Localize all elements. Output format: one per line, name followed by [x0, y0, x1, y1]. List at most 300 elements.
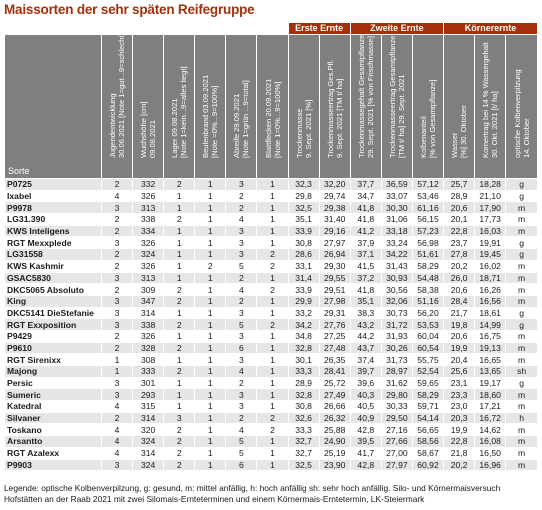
- table-cell: 18,60: [475, 389, 506, 401]
- table-row: [5, 237, 538, 249]
- variety-name: DKC5065 Absoluto: [5, 284, 102, 296]
- table-cell: 2: [226, 190, 257, 202]
- column-header-line: 9. Sept. 2021 [TM t/ ha]: [334, 78, 344, 158]
- table-cell: 33,1: [288, 260, 319, 272]
- table-cell: 53,53: [412, 319, 443, 331]
- table-cell: 314: [133, 307, 164, 319]
- table-cell: 30,8: [288, 401, 319, 413]
- table-cell: 22,8: [444, 436, 475, 448]
- table-cell: 6: [226, 459, 257, 471]
- table-cell: 23,90: [319, 459, 350, 471]
- column-header-row: [5, 35, 538, 179]
- variety-name: RGT Exxposition: [5, 319, 102, 331]
- table-cell: 2: [101, 342, 132, 354]
- column-header-line: Wasser: [450, 132, 460, 158]
- table-cell: 1: [195, 389, 226, 401]
- table-row: [5, 214, 538, 226]
- variety-name: KWS Kashmir: [5, 260, 102, 272]
- table-cell: 32,7: [288, 436, 319, 448]
- table-cell: 40,3: [350, 389, 381, 401]
- table-cell: 1: [195, 447, 226, 459]
- table-cell: 1: [164, 330, 195, 342]
- table-row: [5, 202, 538, 214]
- table-cell: 3: [226, 237, 257, 249]
- table-cell: 33,3: [288, 366, 319, 378]
- table-cell: 27,97: [319, 237, 350, 249]
- table-cell: 3: [226, 225, 257, 237]
- table-cell: g: [506, 377, 538, 389]
- table-cell: 4: [226, 424, 257, 436]
- column-header-label: [202, 18, 219, 158]
- table-cell: 32,20: [319, 179, 350, 191]
- table-cell: 313: [133, 272, 164, 284]
- variety-name: GSAC5830: [5, 272, 102, 284]
- table-cell: 2: [226, 412, 257, 424]
- variety-name: P9903: [5, 459, 102, 471]
- table-cell: 3: [226, 389, 257, 401]
- table-cell: 59,65: [412, 377, 443, 389]
- column-header-line: 09.08.2021: [147, 119, 157, 158]
- table-cell: 5: [226, 260, 257, 272]
- table-cell: 57,12: [412, 179, 443, 191]
- table-cell: 3: [226, 307, 257, 319]
- table-cell: 27,97: [381, 459, 412, 471]
- table-cell: 1: [257, 202, 288, 214]
- table-cell: 23,1: [444, 377, 475, 389]
- table-cell: 41,2: [350, 225, 381, 237]
- table-cell: 4: [226, 214, 257, 226]
- table-cell: 2: [101, 284, 132, 296]
- table-cell: 27,48: [319, 342, 350, 354]
- table-cell: 21,10: [475, 190, 506, 202]
- table-cell: 54,14: [412, 412, 443, 424]
- table-cell: 60,92: [412, 459, 443, 471]
- table-cell: 28,41: [319, 366, 350, 378]
- group-koernerernte: Körnerernte: [444, 23, 538, 35]
- table-cell: 3: [101, 307, 132, 319]
- table-cell: 1: [164, 237, 195, 249]
- table-cell: 20,2: [444, 459, 475, 471]
- table-cell: 2: [164, 284, 195, 296]
- table-cell: 1: [257, 354, 288, 366]
- table-cell: 31,73: [381, 354, 412, 366]
- table-cell: 13,65: [475, 366, 506, 378]
- column-header: [195, 35, 226, 179]
- table-cell: 33,2: [288, 307, 319, 319]
- column-header-line: [Note 1=kein...9=alles liegt]: [178, 66, 188, 158]
- table-cell: 30,8: [288, 237, 319, 249]
- table-cell: 26,66: [319, 401, 350, 413]
- column-header-line: 30. Okt. 2021 [t/ ha]: [489, 91, 499, 158]
- table-row: [5, 459, 538, 471]
- column-header: [257, 35, 288, 179]
- column-header-line: Beulenbrand 03.09.2021: [201, 74, 211, 158]
- table-cell: 1: [257, 436, 288, 448]
- table-cell: m: [506, 424, 538, 436]
- table-cell: 26,94: [319, 249, 350, 261]
- table-cell: 1: [195, 436, 226, 448]
- table-cell: 30,93: [381, 272, 412, 284]
- table-cell: 41,5: [350, 260, 381, 272]
- table-cell: 332: [133, 179, 164, 191]
- table-cell: g: [506, 179, 538, 191]
- table-cell: 20,2: [444, 260, 475, 272]
- table-cell: 1: [195, 225, 226, 237]
- table-cell: 19,9: [444, 342, 475, 354]
- table-cell: 21,8: [444, 447, 475, 459]
- column-header-line: 9. Sept. 2021 [%]: [303, 99, 313, 158]
- table-cell: 32,6: [288, 412, 319, 424]
- table-cell: 35,1: [288, 214, 319, 226]
- table-cell: 1: [195, 377, 226, 389]
- table-cell: 2: [101, 412, 132, 424]
- table-cell: 1: [257, 389, 288, 401]
- table-cell: 2: [164, 179, 195, 191]
- table-cell: 4: [101, 424, 132, 436]
- table-cell: 29,8: [288, 190, 319, 202]
- table-cell: 38,3: [350, 307, 381, 319]
- column-header-line: [TM t/ ha] 29. Sept. 2021: [396, 74, 406, 158]
- table-cell: 41,7: [350, 447, 381, 459]
- column-header-label: [233, 18, 250, 158]
- variety-name: P9978: [5, 202, 102, 214]
- table-cell: 1: [195, 237, 226, 249]
- table-cell: 3: [226, 249, 257, 261]
- variety-name: LG31558: [5, 249, 102, 261]
- column-header-line: 14. Oktober: [521, 118, 531, 158]
- column-header-label: [327, 18, 344, 158]
- table-cell: 326: [133, 237, 164, 249]
- table-row: [5, 366, 538, 378]
- variety-name: Persic: [5, 377, 102, 389]
- table-cell: 1: [257, 225, 288, 237]
- table-cell: 20,3: [444, 412, 475, 424]
- table-cell: 1: [164, 190, 195, 202]
- table-cell: 2: [101, 214, 132, 226]
- table-cell: 56,98: [412, 237, 443, 249]
- table-cell: 3: [101, 319, 132, 331]
- table-cell: 27,76: [319, 319, 350, 331]
- table-cell: 4: [101, 190, 132, 202]
- table-cell: 3: [101, 295, 132, 307]
- table-cell: 19,91: [475, 237, 506, 249]
- table-cell: 17,21: [475, 401, 506, 413]
- column-header: [319, 35, 350, 179]
- table-cell: 1: [101, 354, 132, 366]
- table-cell: 33,9: [288, 284, 319, 296]
- table-cell: g: [506, 319, 538, 331]
- table-cell: 32,5: [288, 202, 319, 214]
- table-cell: 2: [101, 225, 132, 237]
- column-header-label: [482, 18, 499, 158]
- table-cell: 334: [133, 225, 164, 237]
- table-cell: 37,2: [350, 272, 381, 284]
- table-cell: 25,72: [319, 377, 350, 389]
- table-cell: 1: [257, 366, 288, 378]
- table-body: [5, 179, 538, 471]
- table-cell: 29,55: [319, 272, 350, 284]
- table-cell: 52,54: [412, 366, 443, 378]
- table-cell: 16,65: [475, 354, 506, 366]
- table-cell: 1: [164, 249, 195, 261]
- table-cell: 1: [257, 459, 288, 471]
- variety-name: King: [5, 295, 102, 307]
- table-cell: 39,7: [350, 366, 381, 378]
- table-cell: 16,96: [475, 459, 506, 471]
- table-cell: m: [506, 459, 538, 471]
- table-cell: 1: [257, 342, 288, 354]
- table-cell: 1: [195, 272, 226, 284]
- variety-name: RGT Azalexx: [5, 447, 102, 459]
- table-cell: 32,5: [288, 459, 319, 471]
- variety-name: Arsantto: [5, 436, 102, 448]
- table-cell: m: [506, 389, 538, 401]
- table-cell: 28,4: [444, 295, 475, 307]
- table-cell: 3: [226, 179, 257, 191]
- table-cell: 2: [164, 319, 195, 331]
- table-cell: 61,16: [412, 202, 443, 214]
- table-cell: 31,72: [381, 319, 412, 331]
- table-cell: 26,32: [319, 412, 350, 424]
- table-cell: 58,29: [412, 260, 443, 272]
- column-header: [164, 35, 195, 179]
- table-cell: 30,30: [381, 202, 412, 214]
- table-cell: 34,8: [288, 330, 319, 342]
- column-header-label: [358, 18, 375, 158]
- table-cell: 31,06: [381, 214, 412, 226]
- table-cell: 326: [133, 330, 164, 342]
- table-cell: 2: [257, 319, 288, 331]
- table-cell: 39,6: [350, 377, 381, 389]
- table-cell: 3: [226, 354, 257, 366]
- table-cell: 29,51: [319, 284, 350, 296]
- table-cell: 29,74: [319, 190, 350, 202]
- table-row: [5, 436, 538, 448]
- column-header-label: [296, 18, 313, 158]
- table-cell: 35,1: [350, 295, 381, 307]
- table-row: [5, 342, 538, 354]
- table-cell: 2: [226, 295, 257, 307]
- table-cell: 320: [133, 424, 164, 436]
- table-cell: 17,90: [475, 202, 506, 214]
- column-header-label: [265, 18, 282, 158]
- column-header-line: Trockenmasseertrag Ges.Pfl.: [325, 59, 335, 158]
- table-cell: 1: [164, 307, 195, 319]
- table-cell: 58,67: [412, 447, 443, 459]
- table-cell: 19,13: [475, 342, 506, 354]
- table-cell: 30,26: [381, 342, 412, 354]
- table-cell: 32,7: [288, 447, 319, 459]
- table-cell: 24,90: [319, 436, 350, 448]
- table-cell: 57,23: [412, 225, 443, 237]
- table-cell: 31,4: [288, 272, 319, 284]
- column-header-line: optische Kolbenverpilzung: [512, 69, 522, 158]
- table-cell: 33,18: [381, 225, 412, 237]
- table-cell: 1: [164, 202, 195, 214]
- table-cell: 308: [133, 354, 164, 366]
- table-cell: 37,4: [350, 354, 381, 366]
- column-header: [288, 35, 319, 179]
- table-cell: 293: [133, 389, 164, 401]
- table-cell: 3: [101, 237, 132, 249]
- table-cell: 1: [195, 249, 226, 261]
- table-cell: m: [506, 225, 538, 237]
- table-cell: 20,6: [444, 330, 475, 342]
- table-cell: 27,98: [319, 295, 350, 307]
- column-header-label: [140, 18, 157, 158]
- table-cell: 27,66: [381, 436, 412, 448]
- table-cell: 1: [257, 307, 288, 319]
- table-cell: 1: [257, 272, 288, 284]
- table-cell: 4: [226, 284, 257, 296]
- table-cell: 25,7: [444, 179, 475, 191]
- table-cell: 5: [226, 447, 257, 459]
- column-header-label: [451, 18, 468, 158]
- table-cell: 43,2: [350, 319, 381, 331]
- table-cell: 56,15: [412, 214, 443, 226]
- table-cell: 20,1: [444, 214, 475, 226]
- variety-name: P9429: [5, 330, 102, 342]
- table-row: [5, 295, 538, 307]
- column-header-line: 29. Sept. 2021 [% von Frischmasse]: [365, 35, 375, 158]
- column-header-line: Wuchshöhe [cm]: [139, 101, 149, 158]
- table-cell: 34,2: [288, 319, 319, 331]
- table-cell: m: [506, 447, 538, 459]
- variety-name: Sumeric: [5, 389, 102, 401]
- table-cell: 2: [164, 447, 195, 459]
- table-cell: 3: [226, 401, 257, 413]
- table-cell: 53,46: [412, 190, 443, 202]
- table-cell: 17,73: [475, 214, 506, 226]
- table-row: [5, 447, 538, 459]
- table-cell: 29,38: [319, 202, 350, 214]
- table-cell: 25,6: [444, 366, 475, 378]
- table-row: [5, 190, 538, 202]
- variety-name: P9610: [5, 342, 102, 354]
- table-cell: 309: [133, 284, 164, 296]
- column-header-label: [514, 18, 531, 158]
- table-cell: m: [506, 436, 538, 448]
- table-cell: 1: [164, 389, 195, 401]
- table-cell: 23,3: [444, 389, 475, 401]
- table-cell: 32,8: [288, 342, 319, 354]
- table-cell: 1: [195, 179, 226, 191]
- table-cell: g: [506, 307, 538, 319]
- table-cell: 16,72: [475, 412, 506, 424]
- table-row: [5, 284, 538, 296]
- table-cell: 1: [195, 284, 226, 296]
- table-cell: 1: [164, 354, 195, 366]
- table-cell: 2: [226, 377, 257, 389]
- table-row: [5, 354, 538, 366]
- column-header-line: [Note 1=grün ...9=total]: [241, 80, 250, 158]
- table-cell: 19,9: [444, 424, 475, 436]
- column-header: [444, 35, 475, 179]
- table-cell: 2: [164, 459, 195, 471]
- table-cell: 2: [164, 295, 195, 307]
- table-cell: 16,08: [475, 436, 506, 448]
- table-cell: 3: [101, 272, 132, 284]
- table-cell: 2: [164, 436, 195, 448]
- table-cell: 3: [101, 377, 132, 389]
- table-cell: g: [506, 249, 538, 261]
- table-cell: m: [506, 284, 538, 296]
- column-header-line: [Note 1=0%...9=100%]: [272, 81, 282, 158]
- table-cell: 31,62: [381, 377, 412, 389]
- table-cell: 26,0: [444, 272, 475, 284]
- table-cell: 29,16: [319, 225, 350, 237]
- table-cell: 33,3: [288, 424, 319, 436]
- table-cell: 59,71: [412, 401, 443, 413]
- table-cell: g: [506, 237, 538, 249]
- table-cell: 14,62: [475, 424, 506, 436]
- table-row: [5, 225, 538, 237]
- table-cell: 326: [133, 190, 164, 202]
- table-cell: 16,03: [475, 225, 506, 237]
- table-cell: m: [506, 401, 538, 413]
- column-header-line: Trockenmasse: [294, 108, 304, 158]
- table-cell: m: [506, 272, 538, 284]
- legend-line-1: Legende: optische Kolbenverpilzung, g: gesund, m: mittel anfällig, h: hoch anfällig sh: sehr hoch anfällig. Silo- und Körnermaisversuch: [4, 483, 501, 493]
- variety-name: KWS Inteligens: [5, 225, 102, 237]
- table-cell: 25,88: [319, 424, 350, 436]
- variety-name: Majong: [5, 366, 102, 378]
- table-cell: 30,1: [288, 354, 319, 366]
- table-cell: 1: [195, 330, 226, 342]
- table-cell: 1: [257, 295, 288, 307]
- column-header-line: Blattflecken 20.09.2021: [263, 78, 273, 158]
- table-cell: 58,38: [412, 284, 443, 296]
- table-cell: 1: [195, 459, 226, 471]
- table-cell: 1: [164, 401, 195, 413]
- column-header: [133, 35, 164, 179]
- table-cell: 29,31: [319, 307, 350, 319]
- table-cell: 44,2: [350, 330, 381, 342]
- table-cell: 16,75: [475, 330, 506, 342]
- table-cell: 20,6: [444, 202, 475, 214]
- table-cell: 58,56: [412, 436, 443, 448]
- table-cell: 1: [101, 366, 132, 378]
- table-cell: 32,8: [288, 389, 319, 401]
- table-cell: 29,30: [319, 260, 350, 272]
- table-cell: 19,45: [475, 249, 506, 261]
- table-cell: 1: [195, 401, 226, 413]
- variety-name: RGT Sirenixx: [5, 354, 102, 366]
- table-cell: 28,9: [444, 190, 475, 202]
- table-cell: 2: [101, 260, 132, 272]
- table-row: [5, 377, 538, 389]
- table-cell: m: [506, 295, 538, 307]
- table-cell: 40,5: [350, 401, 381, 413]
- table-row: [5, 272, 538, 284]
- table-cell: 34,7: [350, 190, 381, 202]
- table-cell: 2: [101, 249, 132, 261]
- table-cell: 41,8: [350, 214, 381, 226]
- table-cell: 42,8: [350, 459, 381, 471]
- table-cell: 333: [133, 366, 164, 378]
- page-title: Maissorten der sehr späten Reifegruppe: [4, 2, 255, 17]
- table-cell: 30,56: [381, 284, 412, 296]
- table-cell: 1: [257, 330, 288, 342]
- column-header: [381, 35, 412, 179]
- table-cell: 338: [133, 319, 164, 331]
- table-row: [5, 424, 538, 436]
- table-cell: 1: [195, 319, 226, 331]
- variety-name: LG31.390: [5, 214, 102, 226]
- group-erste-ernte: Erste Ernte: [288, 23, 350, 35]
- table-cell: 56,20: [412, 307, 443, 319]
- table-cell: 5: [226, 319, 257, 331]
